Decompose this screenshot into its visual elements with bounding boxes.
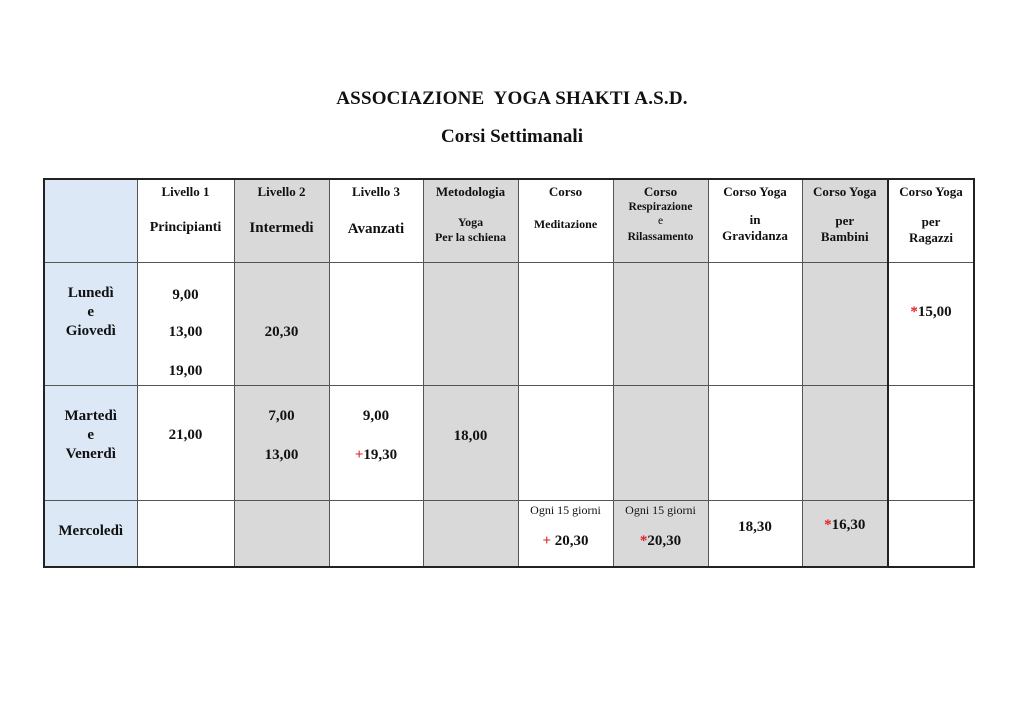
header-row — [44, 179, 974, 262]
time-value — [330, 447, 423, 464]
time-value: 19,00 — [168, 362, 203, 379]
cell-livello-2 — [234, 262, 329, 385]
time-value — [803, 517, 888, 534]
time-value: 7,00 — [268, 407, 295, 424]
day-label: Mercoledì — [58, 522, 124, 539]
header-line: Corso — [643, 184, 678, 199]
header-gravidanza — [708, 179, 802, 262]
header-line: Corso Yoga — [813, 184, 877, 199]
day-label: e — [87, 303, 95, 320]
header-line: Rilassamento — [627, 231, 694, 243]
time-value: 13,00 — [264, 446, 299, 463]
time-text: 20,30 — [647, 532, 682, 549]
time-text: 20,30 — [551, 532, 589, 549]
frequency-note: Ogni 15 giorni — [530, 502, 601, 517]
header-line: Avanzati — [347, 221, 405, 237]
header-line: Ragazzi — [908, 230, 954, 245]
header-line: in — [749, 212, 761, 227]
cell-ragazzi — [888, 500, 974, 567]
frequency-note: Ogni 15 giorni — [625, 502, 696, 517]
cell-bambini — [802, 500, 888, 567]
cell-metodologia — [423, 262, 518, 385]
page-title: ASSOCIAZIONE YOGA SHAKTI A.S.D. — [336, 88, 688, 109]
time-text: 16,30 — [831, 516, 866, 533]
header-line: Per la schiena — [434, 230, 507, 244]
schedule-table — [43, 178, 975, 568]
time-value: 13,00 — [168, 323, 203, 340]
header-line: Gravidanza — [722, 228, 788, 243]
header-livello-3 — [329, 179, 423, 262]
header-line: per — [835, 213, 855, 228]
day-cell-mercoledi — [44, 500, 137, 567]
cell-respirazione — [613, 500, 708, 567]
cell-meditazione — [518, 262, 613, 385]
header-line: Meditazione — [533, 217, 598, 231]
cell-metodologia — [423, 385, 518, 500]
day-label: Lunedì — [67, 284, 114, 301]
day-label: Venerdì — [65, 445, 116, 462]
header-bambini — [802, 179, 888, 262]
table-row — [44, 500, 974, 567]
day-label: e — [87, 426, 95, 443]
time-value — [889, 304, 973, 321]
header-line: Livello 2 — [257, 184, 306, 199]
cell-metodologia — [423, 500, 518, 567]
header-livello-1 — [137, 179, 234, 262]
time-text: 19,30 — [363, 446, 398, 463]
header-line: Yoga — [457, 215, 484, 229]
plus-marker: + — [542, 532, 552, 549]
time-value: 18,30 — [738, 518, 772, 535]
time-value: 9,00 — [362, 407, 390, 424]
day-label: Martedì — [64, 407, 117, 424]
time-value — [519, 533, 613, 550]
time-value — [614, 533, 708, 550]
day-label: Giovedì — [65, 322, 116, 339]
cell-meditazione — [518, 500, 613, 567]
day-cell-martedi-venerdi — [44, 385, 137, 500]
header-ragazzi — [888, 179, 974, 262]
asterisk-marker: * — [824, 516, 832, 533]
header-metodologia — [423, 179, 518, 262]
cell-gravidanza — [708, 385, 802, 500]
cell-livello-3 — [329, 500, 423, 567]
time-value: 20,30 — [264, 323, 299, 340]
header-line: Corso — [548, 184, 583, 199]
cell-livello-1 — [137, 500, 234, 567]
header-corner-cell — [44, 179, 137, 262]
header-line: per — [921, 214, 941, 229]
cell-meditazione — [518, 385, 613, 500]
cell-ragazzi — [888, 385, 974, 500]
asterisk-marker: * — [910, 303, 918, 320]
cell-respirazione — [613, 385, 708, 500]
time-value: 21,00 — [168, 426, 203, 443]
cell-ragazzi — [888, 262, 974, 385]
cell-gravidanza — [708, 500, 802, 567]
header-livello-2 — [234, 179, 329, 262]
header-line: Livello 3 — [351, 184, 401, 199]
time-value: 18,00 — [453, 427, 488, 444]
header-line: Corso Yoga — [899, 184, 963, 199]
cell-bambini — [802, 385, 888, 500]
plus-marker: + — [354, 446, 364, 463]
cell-livello-3 — [329, 262, 423, 385]
time-text: 15,00 — [917, 303, 952, 320]
cell-respirazione — [613, 262, 708, 385]
header-line: e — [657, 215, 664, 227]
page-subtitle: Corsi Settimanali — [441, 126, 583, 147]
cell-livello-2 — [234, 500, 329, 567]
header-line: Metodologia — [435, 184, 506, 199]
header-line: Principianti — [149, 220, 222, 235]
header-line: Intermedi — [249, 220, 314, 236]
asterisk-marker: * — [639, 532, 648, 549]
table-row — [44, 262, 974, 385]
table-row — [44, 385, 974, 500]
cell-bambini — [802, 262, 888, 385]
header-meditazione — [518, 179, 613, 262]
cell-livello-1 — [137, 262, 234, 385]
day-cell-lunedi-giovedi — [44, 262, 137, 385]
cell-livello-2 — [234, 385, 329, 500]
cell-livello-3 — [329, 385, 423, 500]
header-respirazione — [613, 179, 708, 262]
header-line: Bambini — [820, 229, 869, 244]
header-line: Corso Yoga — [723, 184, 787, 199]
time-value: 9,00 — [172, 286, 199, 303]
cell-gravidanza — [708, 262, 802, 385]
header-line: Respirazione — [628, 201, 693, 213]
header-line: Livello 1 — [161, 184, 210, 199]
cell-livello-1 — [137, 385, 234, 500]
